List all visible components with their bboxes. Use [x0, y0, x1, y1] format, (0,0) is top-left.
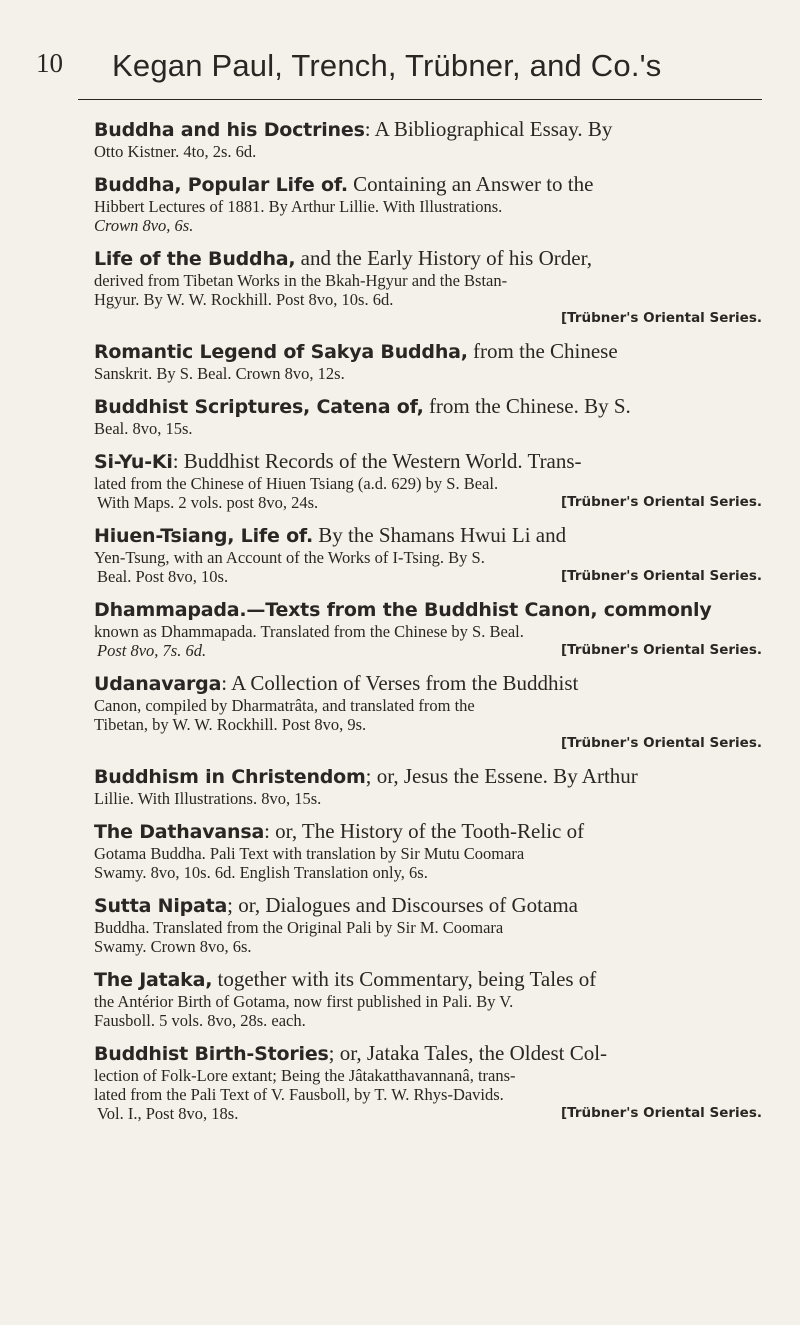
entry-title-rest: together with its Commentary, being Tales of [217, 967, 597, 991]
entry-line: Fausboll. 5 vols. 8vo, 28s. each. [94, 1011, 306, 1030]
entry-line: Beal. 8vo, 15s. [94, 419, 193, 438]
catalogue-entry [94, 173, 762, 235]
entry-line-with-series [97, 567, 762, 586]
entry-line: lated from the Pali Text of V. Fausboll, by T. W. Rhys-Davids. [94, 1085, 504, 1104]
entry-line: derived from Tibetan Works in the Bkah-Hgyur and the Bstan- [94, 271, 508, 290]
entry-title-line [94, 894, 762, 918]
catalogue-entry [94, 894, 762, 956]
entry-line: Crown 8vo, 6s. [94, 216, 194, 235]
page-header [0, 48, 800, 98]
entry-title-line [94, 173, 762, 197]
running-title: Kegan Paul, Trench, Trübner, and Co.'s [112, 48, 662, 83]
entry-title-rest: : A Bibliographical Essay. By [364, 117, 613, 141]
entry-line: Swamy. Crown 8vo, 6s. [94, 937, 252, 956]
entry-headword: Udanavarga [94, 673, 222, 695]
entry-headword: Buddha and his Doctrines [94, 119, 365, 141]
entry-headword: Sutta Nipata [94, 895, 228, 917]
entry-line: With Maps. 2 vols. post 8vo, 24s. [97, 493, 319, 512]
catalogue-entry [94, 765, 762, 808]
entry-title-rest: By the Shamans Hwui Li and [318, 523, 567, 547]
entry-line: lection of Folk-Lore extant; Being the Jâtakatthavannanâ, trans- [94, 1066, 516, 1085]
entry-headword: Hiuen-Tsiang, Life of. [94, 525, 313, 547]
entry-title-line [94, 118, 762, 142]
entry-title-rest: : A Collection of Verses from the Buddhist [221, 671, 579, 695]
series-note: [Trübner's Oriental Series. [560, 642, 762, 658]
entry-title-line [94, 1042, 762, 1066]
entry-line: Otto Kistner. 4to, 2s. 6d. [94, 142, 257, 161]
entry-headword: Dhammapada. [94, 599, 247, 621]
catalogue-entry [94, 672, 762, 753]
catalogue-entries [94, 118, 762, 1135]
entry-title-rest: ; or, Jataka Tales, the Oldest Col- [328, 1041, 608, 1065]
entry-title-rest: ; or, Jesus the Essene. By Arthur [365, 764, 638, 788]
entry-title-line [94, 450, 762, 474]
entry-title-rest: Containing an Answer to the [353, 172, 594, 196]
entry-title-line [94, 395, 762, 419]
entry-headword: The Jataka, [94, 969, 213, 991]
series-line [97, 309, 762, 328]
series-note: [Trübner's Oriental Series. [560, 310, 762, 326]
entry-line: Buddha. Translated from the Original Pali by Sir M. Coomara [94, 918, 504, 937]
entry-line: Gotama Buddha. Pali Text with translation by Sir Mutu Coomara [94, 844, 525, 863]
catalogue-entry [94, 450, 762, 512]
entry-line: Hgyur. By W. W. Rockhill. Post 8vo, 10s. 6d. [94, 290, 394, 309]
entry-title-line [94, 247, 762, 271]
entry-title-line [94, 968, 762, 992]
catalogue-entry [94, 1042, 762, 1123]
series-note: [Trübner's Oriental Series. [560, 735, 762, 751]
entry-headword: Life of the Buddha, [94, 248, 296, 270]
entry-title-line [94, 672, 762, 696]
entry-line: Tibetan, by W. W. Rockhill. Post 8vo, 9s. [94, 715, 367, 734]
entry-line: Canon, compiled by Dharmatrâta, and translated from the [94, 696, 475, 715]
entry-title-line [94, 820, 762, 844]
entry-headword: Romantic Legend of Sakya Buddha, [94, 341, 468, 363]
page-number: 10 [36, 48, 63, 78]
entry-headword: The Dathavansa [94, 821, 265, 843]
entry-headword: Si-Yu-Ki [94, 451, 173, 473]
entry-line: lated from the Chinese of Hiuen Tsiang (a.d. 629) by S. Beal. [94, 474, 499, 493]
entry-line: known as Dhammapada. Translated from the Chinese by S. Beal. [94, 622, 524, 641]
catalogue-entry [94, 968, 762, 1030]
entry-line: Beal. Post 8vo, 10s. [97, 567, 229, 586]
entry-line: Post 8vo, 7s. 6d. [97, 641, 207, 660]
entry-title-rest: from the Chinese. By S. [428, 394, 631, 418]
entry-headword: Buddhist Scriptures, Catena of, [94, 396, 424, 418]
entry-line: Vol. I., Post 8vo, 18s. [97, 1104, 239, 1123]
entry-title-line [94, 524, 762, 548]
entry-title-line [94, 340, 762, 364]
catalogue-entry [94, 820, 762, 882]
entry-title-line [94, 598, 762, 622]
catalogue-entry [94, 247, 762, 328]
catalogue-entry [94, 118, 762, 161]
catalogue-entry [94, 598, 762, 660]
entry-title-rest: —Texts from the Buddhist Canon, commonly [246, 599, 712, 621]
series-line [97, 734, 762, 753]
entry-title-rest: ; or, Dialogues and Discourses of Gotama [227, 893, 578, 917]
series-note: [Trübner's Oriental Series. [560, 1105, 762, 1121]
catalogue-entry [94, 524, 762, 586]
entry-line: Sanskrit. By S. Beal. Crown 8vo, 12s. [94, 364, 345, 383]
entry-title-rest: : or, The History of the Tooth-Relic of [264, 819, 585, 843]
series-note: [Trübner's Oriental Series. [560, 494, 762, 510]
entry-headword: Buddha, Popular Life of. [94, 174, 348, 196]
catalogue-entry [94, 340, 762, 383]
entry-line-with-series [97, 493, 762, 512]
entry-title-rest: from the Chinese [473, 339, 618, 363]
catalogue-entry [94, 395, 762, 438]
entry-title-line [94, 765, 762, 789]
entry-title-rest: : Buddhist Records of the Western World. Trans- [172, 449, 582, 473]
entry-line-with-series [97, 1104, 762, 1123]
entry-line-with-series [97, 641, 762, 660]
header-rule [78, 99, 762, 100]
entry-headword: Buddhist Birth-Stories [94, 1043, 329, 1065]
entry-line: Yen-Tsung, with an Account of the Works of I-Tsing. By S. [94, 548, 485, 567]
entry-line: Lillie. With Illustrations. 8vo, 15s. [94, 789, 322, 808]
entry-line: the Antérior Birth of Gotama, now first published in Pali. By V. [94, 992, 514, 1011]
entry-headword: Buddhism in Christendom [94, 766, 366, 788]
series-note: [Trübner's Oriental Series. [560, 568, 762, 584]
entry-title-rest: and the Early History of his Order, [300, 246, 592, 270]
entry-line: Swamy. 8vo, 10s. 6d. English Translation only, 6s. [94, 863, 428, 882]
entry-line: Hibbert Lectures of 1881. By Arthur Lillie. With Illustrations. [94, 197, 503, 216]
